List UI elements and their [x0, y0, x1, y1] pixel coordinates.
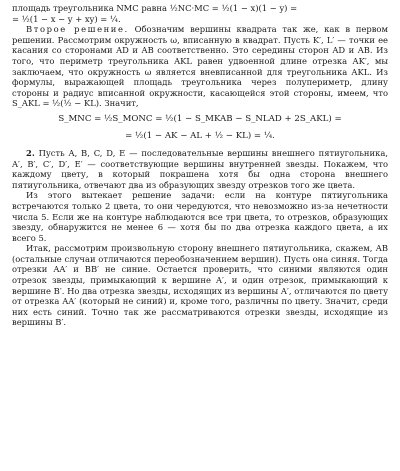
second-solution-text: Обозначим вершины квадрата так же, как в первом решении. Рассмотрим окружность ω, вписанную в квадрат. Пусть K′, L′ — точки ее касания со сторонами AD и AB соответственно. Это середины сторон AD и AB. Из того, что периметр треугольника AKL равен удвоенной длине отрезка AK′, мы заключаем, что окружность ω является вневписанной для треугольника AKL. Из формулы, выражающей площадь треугольника через полупериметр, длину стороны и радиус вписанной окружности, касающейся этой стороны, имеем, что S_AKL = ½(½ − KL). Значит, [12, 24, 388, 109]
paragraph-problem-2 [12, 148, 388, 190]
equation-area-1: S_MNC = ½S_MONC = ½(1 − S_MKAB − S_NLAD + 2S_AKL) = [58, 113, 342, 124]
paragraph-consequence: Из этого вытекает решение задачи: если на контуре пятиугольника встречаются только 2 цвета, то они чередуются, что невозможно из-за нечетности числа 5. Если же на контуре наблюдаются все три цвета, то отрезков, образующих звезду, обнаружится не менее 6 — хотя бы по два отрезка каждого цвета, а их всего 5. [12, 190, 388, 243]
paragraph-second-solution [12, 24, 388, 109]
problem-number: 2. [26, 147, 35, 158]
paragraph-proof: Итак, рассмотрим произвольную сторону внешнего пятиугольника, скажем, AB (остальные случаи отличаются переобозначением вершин). Пусть она синяя. Тогда отрезки AA′ и BB′ не синие. Остается проверить, что синими являются один отрезок звезды, примыкающий к вершине A′, и один отрезок, примыкающий к вершине B′. Но два отрезка звезды, исходящих из вершины A′, отличаются по цвету от отрезка AA′ (который не синий) и, кроме того, различны по цвету. Значит, среди них есть синий. Точно так же рассматриваются отрезки звезды, исходящие из вершины B′. [12, 243, 388, 328]
text-line-area-formula: площадь треугольника NMC равна ½NC·MC = ½(1 − x)(1 − y) = [12, 3, 298, 13]
equation-area-2: = ½(1 − AK − AL + ½ − KL) = ¼. [125, 130, 275, 141]
text-line-area-result: = ½(1 − x − y + xy) = ¼. [12, 13, 121, 24]
problem-2-text: Пусть A, B, C, D, E — последовательные вершины внешнего пятиугольника, A′, B′, C′, D′, E′ — соответствующие вершины внутренней звезды. Покажем, что каждому цвету, в который покрашена хотя бы одна сторона внешнего пятиугольника, отвечают два из образующих звезду отрезков того же цвета. [12, 147, 388, 190]
second-solution-label: Второе решение. [26, 24, 129, 35]
